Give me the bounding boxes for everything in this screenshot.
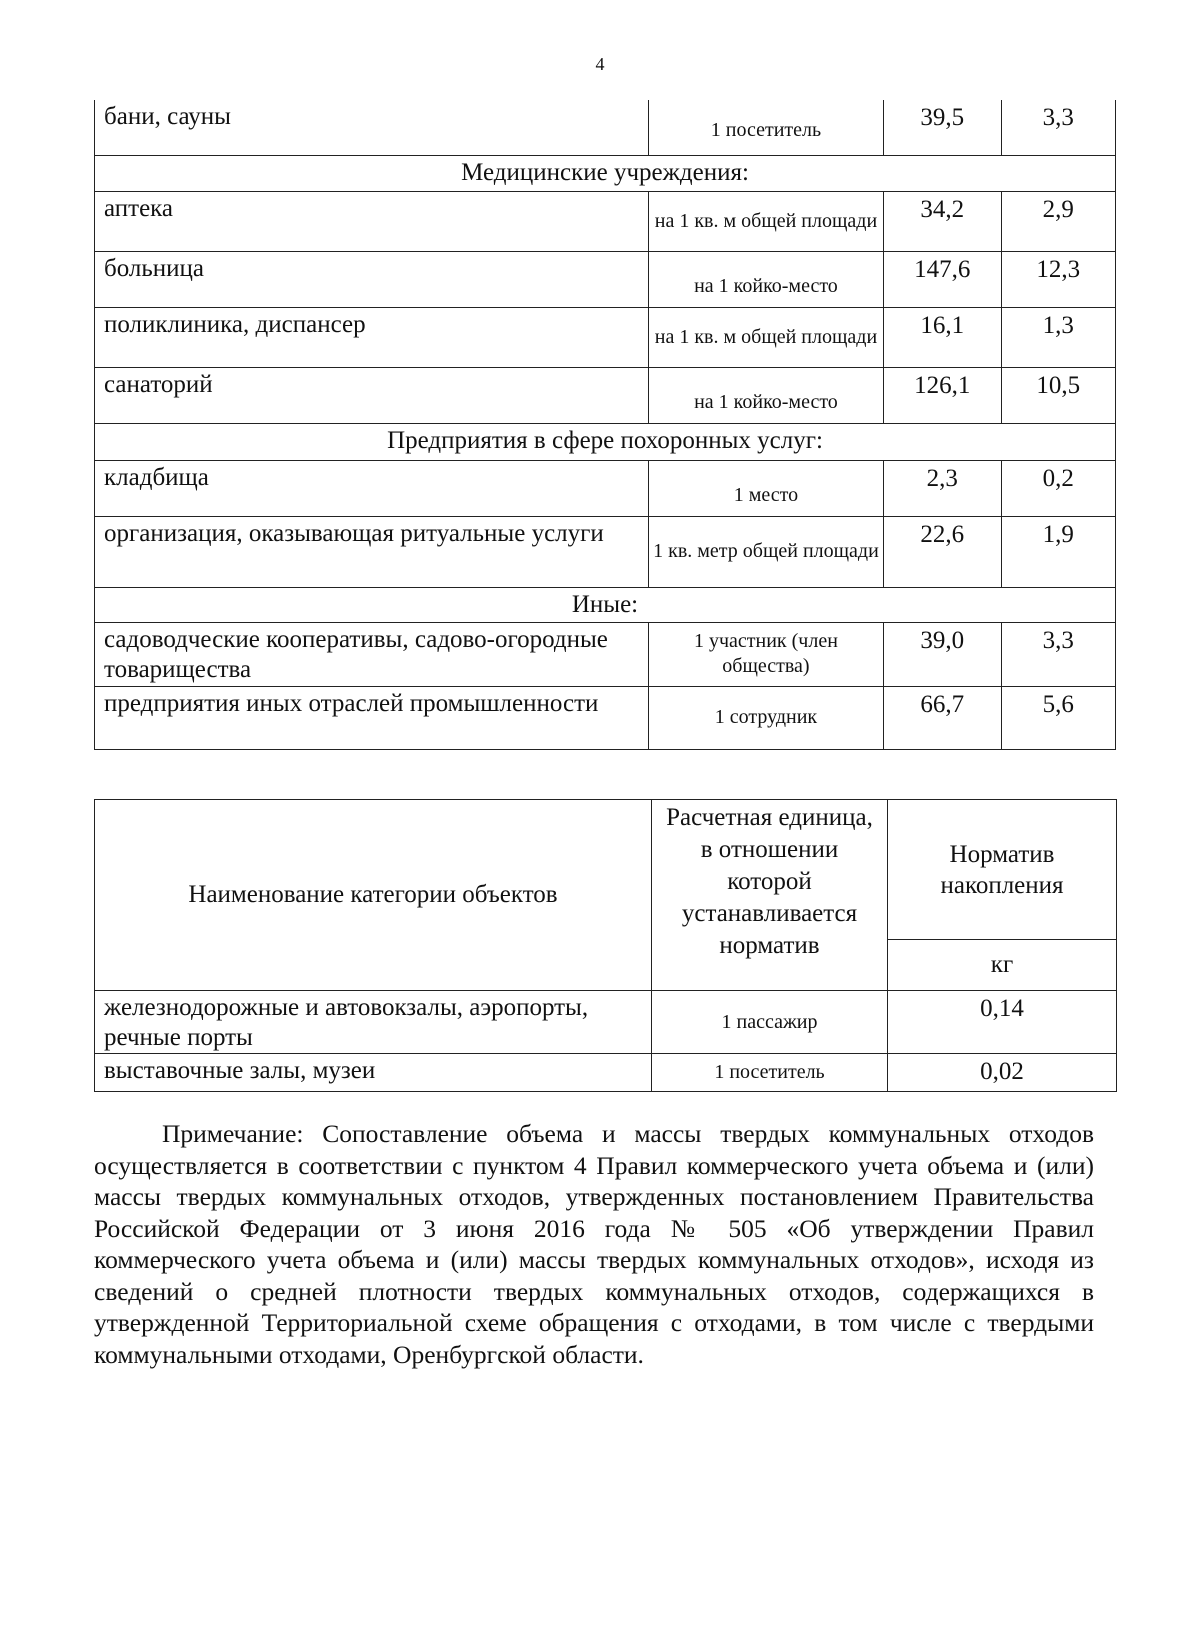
section-row [95, 155, 1116, 191]
calc-unit: 1 кв. метр общей площади [648, 516, 883, 587]
norm-value: 126,1 [883, 367, 1001, 423]
norm-value: 2,3 [883, 460, 1001, 516]
header-row [95, 800, 1117, 940]
norm-value: 0,14 [888, 991, 1117, 1054]
section-title: Медицинские учреждения: [95, 155, 1116, 191]
table-row [95, 100, 1116, 155]
table-row [95, 1054, 1117, 1092]
category-name: санаторий [95, 367, 649, 423]
calc-unit: 1 посетитель [652, 1054, 888, 1092]
norms-table-continued [94, 100, 1116, 750]
norm-value: 2,9 [1001, 191, 1115, 251]
section-title: Предприятия в сфере похоронных услуг: [95, 423, 1116, 460]
category-name: поликлиника, диспансер [95, 307, 649, 367]
header-kg: кг [888, 940, 1117, 991]
table-row [95, 251, 1116, 307]
calc-unit: на 1 кв. м общей площади [648, 307, 883, 367]
category-name: аптека [95, 191, 649, 251]
norm-value: 12,3 [1001, 251, 1115, 307]
category-name: предприятия иных отраслей промышленности [95, 686, 649, 749]
norm-value: 0,2 [1001, 460, 1115, 516]
section-row [95, 587, 1116, 622]
note-paragraph [94, 1118, 1094, 1370]
norm-value: 39,5 [883, 100, 1001, 155]
header-norm: Норматив накопления [888, 800, 1117, 940]
category-name: организация, оказывающая ритуальные услуги [95, 516, 649, 587]
norm-value: 39,0 [883, 622, 1001, 686]
category-name: садоводческие кооперативы, садово-огородные товарищества [95, 622, 649, 686]
header-category: Наименование категории объектов [95, 800, 652, 991]
note-text: Примечание: Сопоставление объема и массы твердых коммунальных отходов осуществляется в соответствии с пунктом 4 Правил коммерческого учета объема и (или) массы твердых коммунальных отходов, утвержденных постановлением Правительства Российской Федерации от 3 июня 2016 года № 505 «Об утверждении Правил коммерческого учета объема и (или) массы твердых коммунальных отходов», исходя из сведений о средней плотности твердых коммунальных отходов, содержащихся в утвержденной Территориальной схеме обращения с отходами, в том числе с твердыми коммунальными отходами, Оренбургской области. [94, 1119, 1094, 1369]
calc-unit: 1 пассажир [652, 991, 888, 1054]
norms-table [94, 799, 1117, 1092]
calc-unit: 1 сотрудник [648, 686, 883, 749]
table-row [95, 367, 1116, 423]
table-row [95, 307, 1116, 367]
norm-value: 10,5 [1001, 367, 1115, 423]
calc-unit: 1 участник (член общества) [648, 622, 883, 686]
table-row [95, 686, 1116, 749]
calc-unit: на 1 кв. м общей площади [648, 191, 883, 251]
calc-unit: на 1 койко-место [648, 251, 883, 307]
calc-unit: на 1 койко-место [648, 367, 883, 423]
norm-value: 22,6 [883, 516, 1001, 587]
norm-value: 0,02 [888, 1054, 1117, 1092]
page-number: 4 [595, 54, 605, 74]
table-row [95, 516, 1116, 587]
category-name: выставочные залы, музеи [95, 1054, 652, 1092]
norm-value: 16,1 [883, 307, 1001, 367]
category-name: железнодорожные и автовокзалы, аэропорты, речные порты [95, 991, 652, 1054]
norm-value: 1,3 [1001, 307, 1115, 367]
norm-value: 1,9 [1001, 516, 1115, 587]
norm-value: 147,6 [883, 251, 1001, 307]
norm-value: 34,2 [883, 191, 1001, 251]
norm-value: 66,7 [883, 686, 1001, 749]
table-row [95, 991, 1117, 1054]
category-name: кладбища [95, 460, 649, 516]
category-name: больница [95, 251, 649, 307]
norm-value: 5,6 [1001, 686, 1115, 749]
table-row [95, 622, 1116, 686]
table-row [95, 460, 1116, 516]
section-row [95, 423, 1116, 460]
calc-unit: 1 посетитель [648, 100, 883, 155]
calc-unit: 1 место [648, 460, 883, 516]
category-name: бани, сауны [95, 100, 649, 155]
norm-value: 3,3 [1001, 100, 1115, 155]
section-title: Иные: [95, 587, 1116, 622]
table-row [95, 191, 1116, 251]
norm-value: 3,3 [1001, 622, 1115, 686]
header-unit: Расчетная единица, в отношении которой устанавливается норматив [652, 800, 888, 991]
